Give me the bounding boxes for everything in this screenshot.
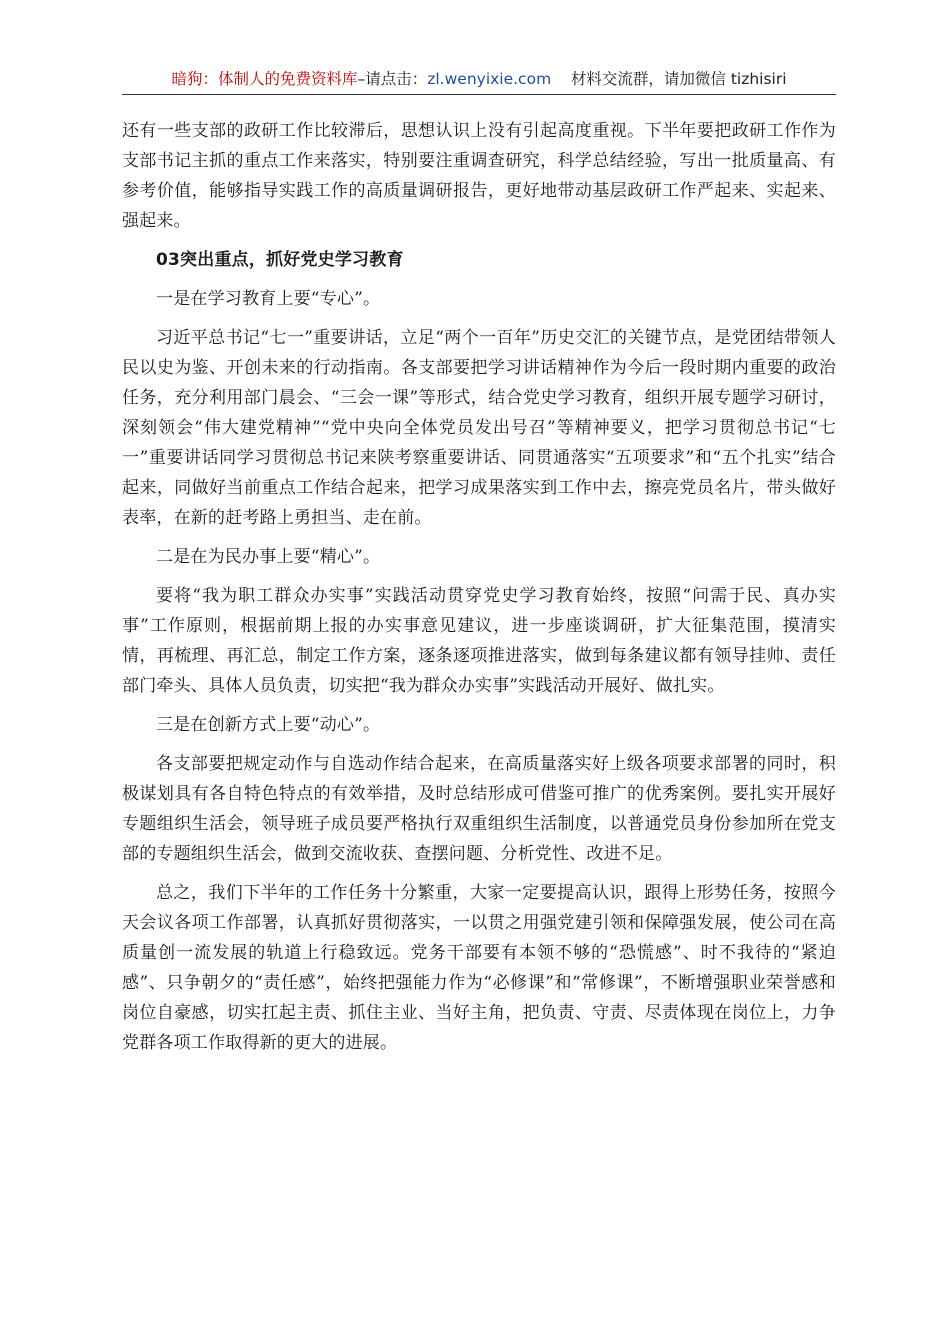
document-body (122, 116, 836, 1067)
point-2-title: 二是在为民办事上要“精心”。 (156, 547, 381, 567)
point-3-title: 三是在创新方式上要“动心”。 (156, 715, 381, 735)
point-2-body: 要将“我为职工群众办实事”实践活动贯穿党史学习教育始终，按照“问需于民、真办实事”工作原则，根据前期上报的办实事意见建议，进一步座谈调研，扩大征集范围，摸清实情，再梳理、再汇总，制定工作方案，逐条逐项推进落实，做到每条建议都有领导挂帅、责任部门牵头、具体人员负责，切实把“我为群众办实事”实践活动开展好、做扎实。 (122, 586, 836, 696)
point-3-body: 各支部要把规定动作与自选动作结合起来，在高质量落实好上级各项要求部署的同时，积极谋划具有各自特色特点的有效举措，及时总结形成可借鉴可推广的优秀案例。要扎实开展好专题组织生活会，领导班子成员要严格执行双重组织生活制度，以普通党员身份参加所在党支部的专题组织生活会，做到交流收获、查摆问题、分析党性、改进不足。 (122, 754, 836, 864)
header-brand: 暗狗：体制人的免费资料库 (171, 70, 358, 88)
header-group-note: 材料交流群，请加微信 tizhisiri (570, 70, 787, 88)
point-1-body: 习近平总书记“七一”重要讲话，立足“两个一百年”历史交汇的关键节点，是党团结带领人民以史为鉴、开创未来的行动指南。各支部要把学习讲话精神作为今后一段时期内重要的政治任务，充分利用部门晨会、“三会一课”等形式，结合党史学习教育，组织开展专题学习研讨，深刻领会“伟大建党精神”“党中央向全体党员发出号召”等精神要义，把学习贯彻总书记“七一”重要讲话同学习贯彻总书记来陕考察重要讲话、同贯通落实“五项要求”和“五个扎实”结合起来，同做好当前重点工作结合起来，把学习成果落实到工作中去，擦亮党员名片，带头做好表率，在新的赶考路上勇担当、走在前。 (122, 328, 836, 528)
paragraph-continuation: 还有一些支部的政研工作比较滞后，思想认识上没有引起高度重视。下半年要把政研工作作为支部书记主抓的重点工作来落实，特别要注重调查研究，科学总结经验，写出一批质量高、有参考价值，能够指导实践工作的高质量调研报告，更好地带动基层政研工作严起来、实起来、强起来。 (122, 121, 836, 231)
point-1-title: 一是在学习教育上要“专心”。 (156, 289, 381, 309)
page-header (122, 66, 836, 95)
header-url-link[interactable]: zl.wenyixie.com (427, 70, 552, 88)
conclusion-paragraph: 总之，我们下半年的工作任务十分繁重，大家一定要提高认识，跟得上形势任务，按照今天会议各项工作部署，认真抓好贯彻落实，一以贯之用强党建引领和保障强发展，使公司在高质量创一流发展的轨道上行稳致远。党务干部要有本领不够的“恐慌感”、时不我待的“紧迫感”、只争朝夕的“责任感”，始终把强能力作为“必修课”和“常修课”，不断增强职业荣誉感和岗位自豪感，切实扛起主责、抓住主业、当好主角，把负责、守责、尽责体现在岗位上，力争党群各项工作取得新的更大的进展。 (122, 883, 836, 1053)
header-click-prompt: –请点击： (357, 70, 428, 88)
section-heading: 03突出重点，抓好党史学习教育 (156, 250, 404, 270)
